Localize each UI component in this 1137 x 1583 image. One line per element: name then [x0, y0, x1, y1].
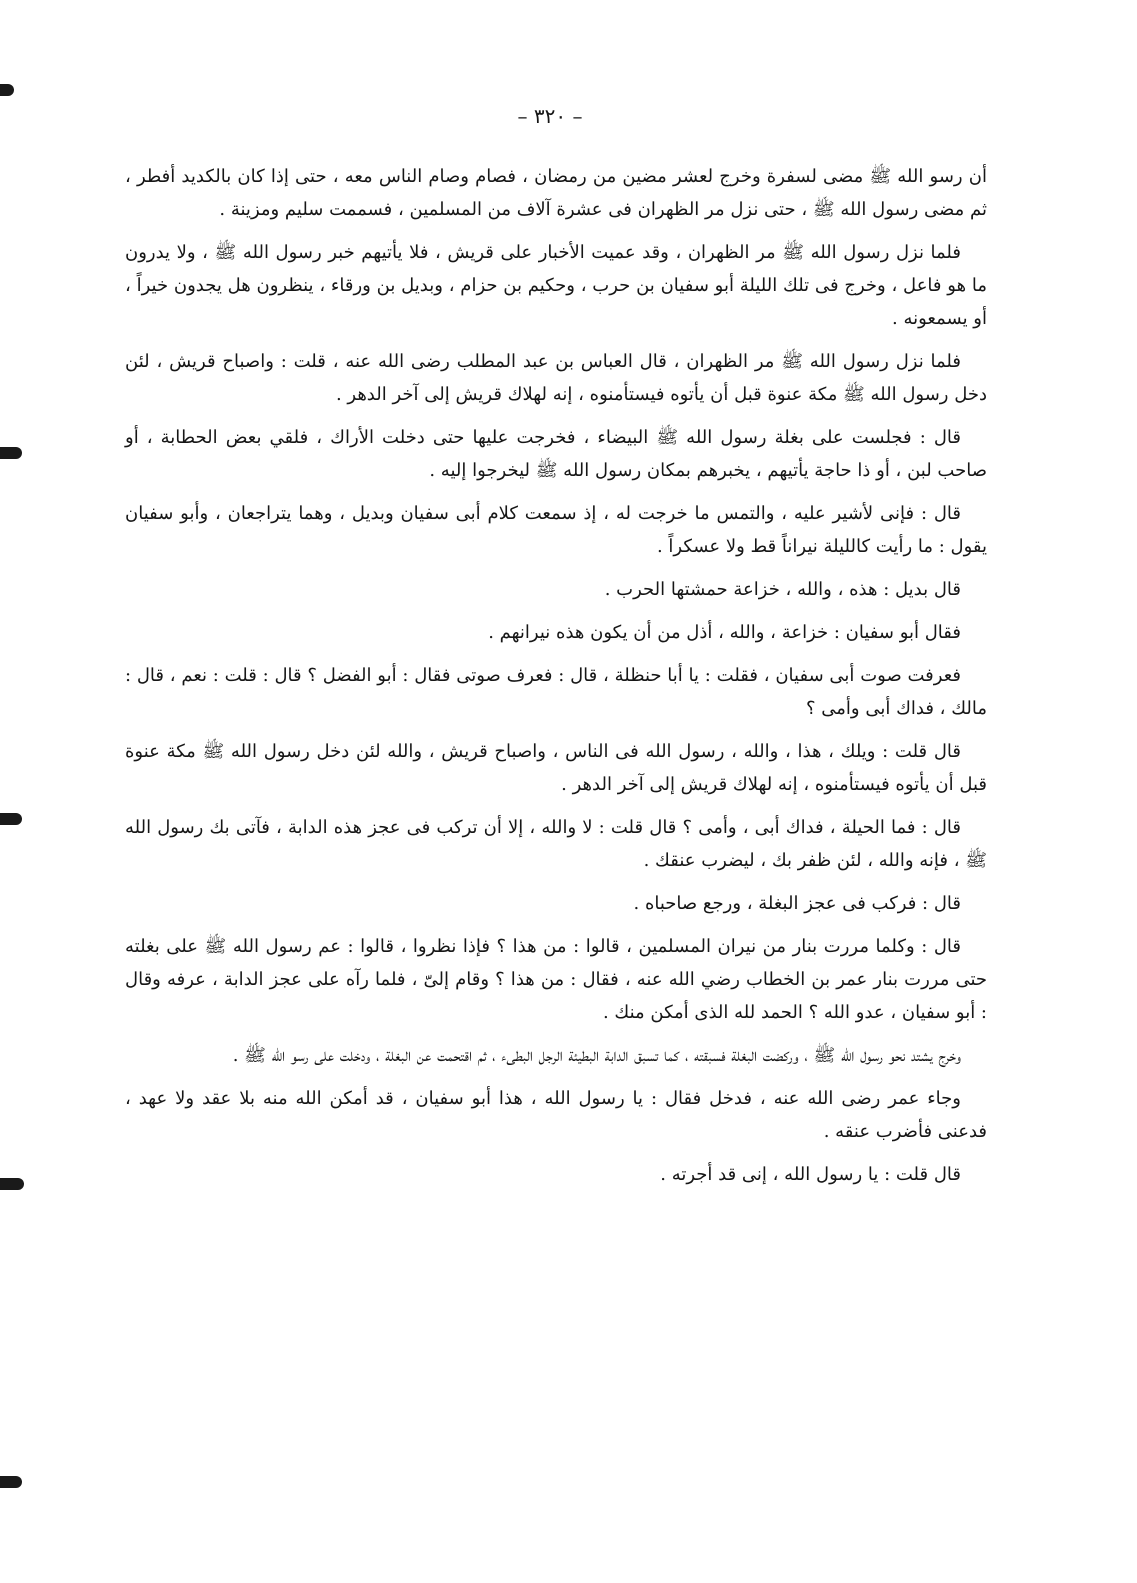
- paragraph: وخرج يشتد نحو رسول الله ﷺ ، وركضت البغلة فسبقته ، كما تسبق الدابة البطيئة الرجل البطىء ، ثم اقتحمت عن البغلة ، ودخلت على رسو الله ﷺ .: [232, 1045, 961, 1066]
- page-number: – ٣٢٠ –: [517, 104, 583, 128]
- paragraph: قال : فما الحيلة ، فداك أبى ، وأمى ؟ قال قلت : لا والله ، إلا أن تركب فى عجز هذه الدابة ، فآتى بك رسول الله ﷺ ، فإنه والله ، لئن ظفر بك ، ليضرب عنقك .: [125, 817, 987, 871]
- paragraph: فقال أبو سفيان : خزاعة ، والله ، أذل من أن يكون هذه نيرانهم .: [488, 622, 961, 643]
- paragraph: فلما نزل رسول الله ﷺ مر الظهران ، وقد عميت الأخبار على قريش ، فلا يأتيهم خبر رسول الله ﷺ ، ولا يدرون ما هو فاعل ، وخرج فى تلك الليلة أبو سفيان بن حرب ، وحكيم بن حزام ، وبديل بن ورقاء ، ينظرون هل يجدون خيراً ، أو يسمعونه .: [125, 242, 987, 329]
- paragraph: أن رسو الله ﷺ مضى لسفرة وخرج لعشر مضين من رمضان ، فصام وصام الناس معه ، حتى إذا كان بالكديد أفطر ، ثم مضى رسول الله ﷺ ، حتى نزل مر الظهران فى عشرة آلاف من المسلمين ، فسممت سليم ومزينة .: [125, 166, 987, 220]
- body-text: [125, 160, 987, 1201]
- paragraph: قال : وكلما مررت بنار من نيران المسلمين ، قالوا : من هذا ؟ فإذا نظروا ، قالوا : عم رسول الله ﷺ على بغلته حتى مررت بنار عمر بن الخطاب رضي الله عنه ، فقال : من هذا ؟ وقام إلىّ ، فلما رآه على عجز الدابة ، عرفه وقال : أبو سفيان ، عدو الله ؟ الحمد لله الذى أمكن منك .: [125, 936, 987, 1023]
- paragraph: قال بديل : هذه ، والله ، خزاعة حمشتها الحرب .: [604, 579, 961, 600]
- binding-mark: [0, 1476, 22, 1488]
- paragraph: قال : فجلست على بغلة رسول الله ﷺ البيضاء ، فخرجت عليها حتى دخلت الأراك ، فلقي بعض الحطابة ، أو صاحب لبن ، أو ذا حاجة يأتيهم ، يخبرهم بمكان رسول الله ﷺ ليخرجوا إليه .: [125, 427, 987, 481]
- binding-mark: [0, 447, 22, 459]
- paragraph: فعرفت صوت أبى سفيان ، فقلت : يا أبا حنظلة ، قال : فعرف صوتى فقال : أبو الفضل ؟ قال : قلت : نعم ، قال : مالك ، فداك أبى وأمى ؟: [125, 665, 987, 719]
- binding-mark: [0, 1178, 24, 1190]
- paragraph: قال قلت : ويلك ، هذا ، والله ، رسول الله فى الناس ، واصباح قريش ، والله لئن دخل رسول الله ﷺ مكة عنوة قبل أن يأتوه فيستأمنوه ، إنه لهلاك قريش إلى آخر الدهر .: [125, 741, 987, 795]
- paragraph: قال : فركب فى عجز البغلة ، ورجع صاحباه .: [633, 893, 961, 914]
- paragraph: وجاء عمر رضى الله عنه ، فدخل فقال : يا رسول الله ، هذا أبو سفيان ، قد أمكن الله منه بلا عقد ولا عهد ، فدعنى فأضرب عنقه .: [125, 1088, 987, 1142]
- binding-mark: [0, 813, 22, 825]
- paragraph: قال قلت : يا رسول الله ، إنى قد أجرته .: [660, 1164, 961, 1185]
- binding-mark: [0, 84, 14, 96]
- paragraph: فلما نزل رسول الله ﷺ مر الظهران ، قال العباس بن عبد المطلب رضى الله عنه ، قلت : واصباح قريش ، لئن دخل رسول الله ﷺ مكة عنوة قبل أن يأتوه فيستأمنوه ، إنه لهلاك قريش إلى آخر الدهر .: [125, 351, 987, 405]
- paragraph: قال : فإنى لأشير عليه ، والتمس ما خرجت له ، إذ سمعت كلام أبى سفيان وبديل ، وهما يتراجعان ، وأبو سفيان يقول : ما رأيت كالليلة نيراناً قط ولا عسكراً .: [125, 503, 987, 557]
